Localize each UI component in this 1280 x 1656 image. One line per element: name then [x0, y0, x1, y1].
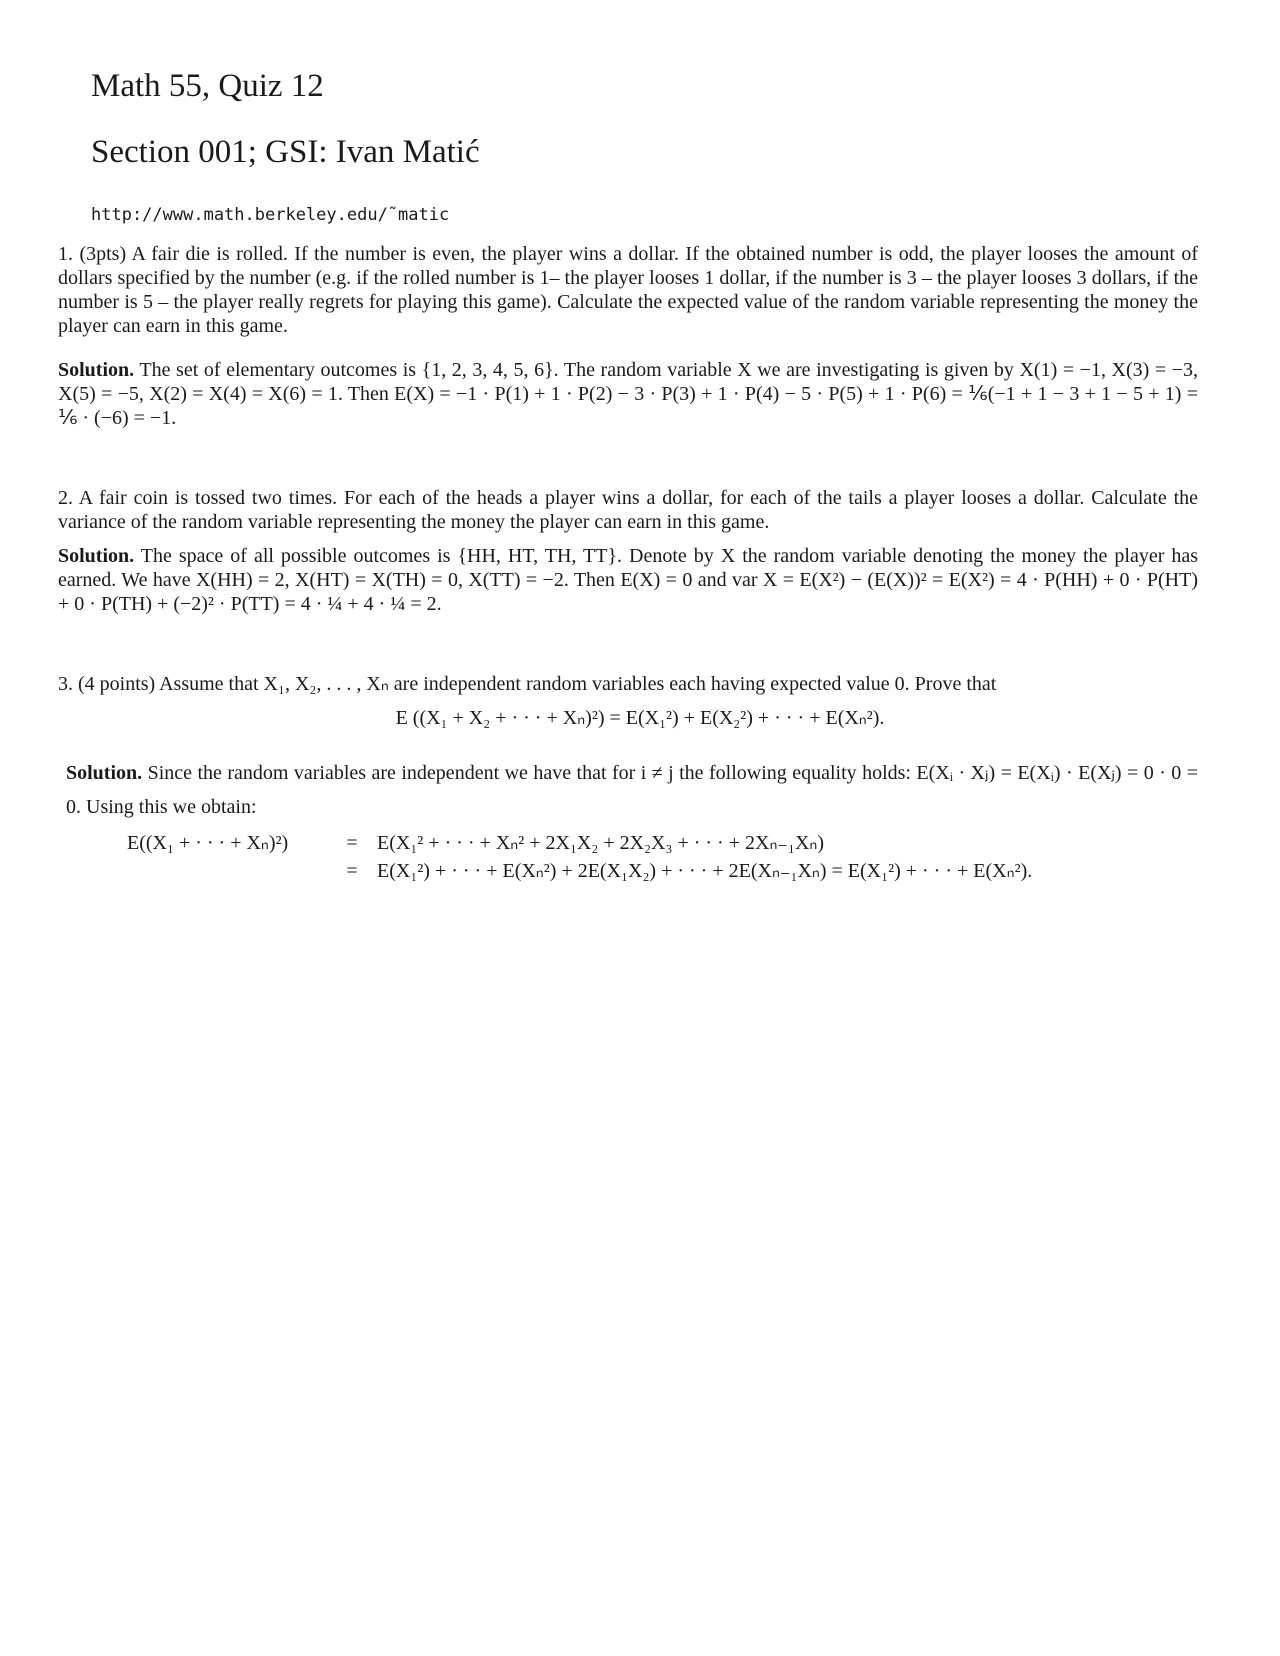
page-title: Math 55, Quiz 12	[91, 68, 324, 104]
section-subtitle: Section 001; GSI: Ivan Matić	[91, 134, 480, 170]
aligned-row-2	[127, 858, 1207, 886]
problem-3-display-equation: E ((X₁ + X₂ + · · · + Xₙ)²) = E(X₁²) + E(X₂²) + · · · + E(Xₙ²).	[395, 707, 885, 729]
problem-2-solution	[58, 544, 1198, 616]
solution-text: Since the random variables are independent we have that for i ≠ j the following equality holds: E(Xᵢ · Xⱼ) = E(Xᵢ) · E(Xⱼ) = 0 · 0 = 0. Using this we obtain:	[66, 762, 1199, 818]
author-url: http://www.math.berkeley.edu/˜matic	[91, 205, 450, 225]
aligned-relation: =	[346, 860, 358, 882]
problem-3-solution	[66, 756, 1198, 824]
solution-label: Solution.	[58, 359, 135, 381]
solution-label: Solution.	[66, 762, 143, 784]
aligned-equation	[127, 830, 1207, 886]
aligned-lhs: E((X₁ + · · · + Xₙ)²)	[127, 832, 289, 854]
aligned-relation: =	[346, 832, 358, 854]
solution-label: Solution.	[58, 545, 135, 567]
aligned-row-1	[127, 830, 1207, 858]
solution-text: The set of elementary outcomes is {1, 2, 3, 4, 5, 6}. The random variable X we are investigating is given by X(1) = −1, X(3) = −3, X(5) = −5, X(2) = X(4) = X(6) = 1. Then E(X) = −1 · P(1) + 1 · P(2) − 3 · P(3) + 1 · P(4) − 5 · P(5) + 1 · P(6) = ⅙(−1 + 1 − 3 + 1 − 5 + 1) = ⅙ · (−6) = −1.	[58, 359, 1198, 429]
aligned-rhs-1: E(X₁² + · · · + Xₙ² + 2X₁X₂ + 2X₂X₃ + · · · + 2Xₙ₋₁Xₙ)	[377, 832, 825, 854]
problem-2-statement: 2. A fair coin is tossed two times. For each of the heads a player wins a dollar, for each of the tails a player looses a dollar. Calculate the variance of the random variable representing the money the player can earn in this game.	[58, 487, 1198, 533]
solution-text: The space of all possible outcomes is {HH, HT, TH, TT}. Denote by X the random variable denoting the money the player has earned. We have X(HH) = 2, X(HT) = X(TH) = 0, X(TT) = −2. Then E(X) = 0 and var X = E(X²) − (E(X))² = E(X²) = 4 · P(HH) + 0 · P(HT) + 0 · P(TH) + (−2)² · P(TT) = 4 · ¼ + 4 · ¼ = 2.	[58, 545, 1199, 615]
aligned-rhs-2: E(X₁²) + · · · + E(Xₙ²) + 2E(X₁X₂) + · · · + 2E(Xₙ₋₁Xₙ) = E(X₁²) + · · · + E(Xₙ²).	[377, 860, 1033, 882]
problem-1-statement: 1. (3pts) A fair die is rolled. If the number is even, the player wins a dollar. If the obtained number is odd, the player looses the amount of dollars specified by the number (e.g. if the rolled number is 1– the player looses 1 dollar, if the number is 3 – the player looses 3 dollars, if the number is 5 – the player really regrets for playing this game). Calculate the expected value of the random variable representing the money the player can earn in this game.	[58, 243, 1198, 337]
problem-1-solution	[58, 358, 1198, 430]
problem-3-statement: 3. (4 points) Assume that X₁, X₂, . . . , Xₙ are independent random variables each having expected value 0. Prove that	[58, 673, 997, 695]
